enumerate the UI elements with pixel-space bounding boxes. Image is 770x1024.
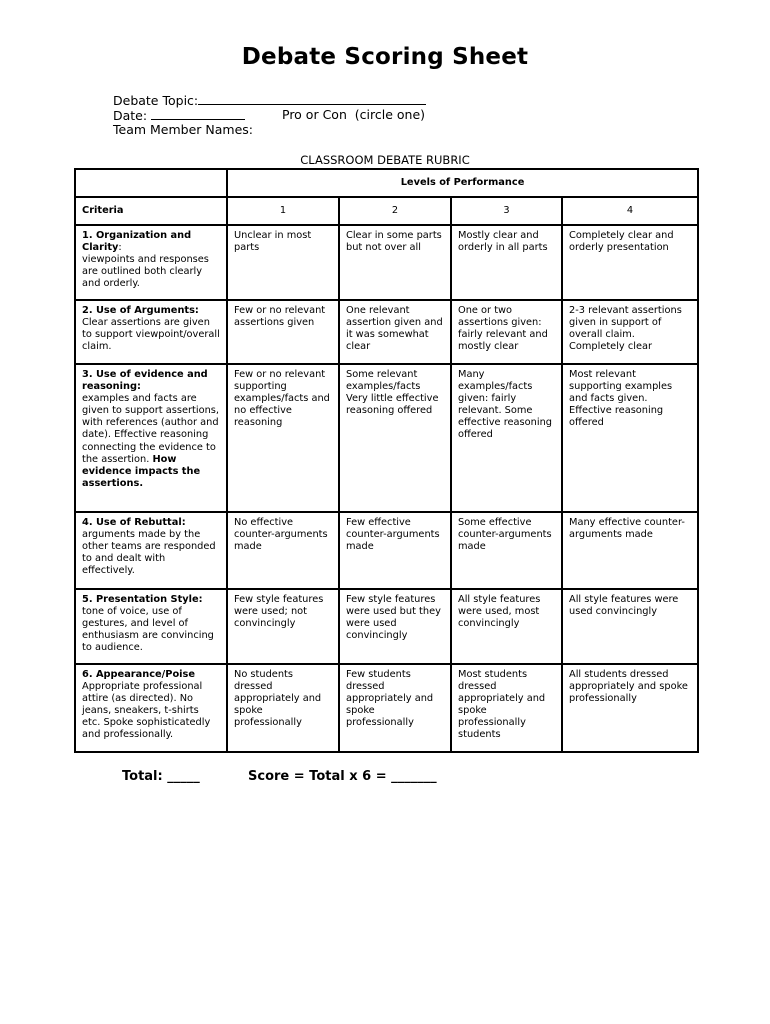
criteria-title: 6. Appearance/Poise — [82, 669, 196, 680]
criteria-desc: Clear assertions are given to support viewpoint/overall claim. — [82, 317, 220, 353]
level-3-cell: All style features were used, most convincingly — [451, 589, 562, 664]
table-row — [75, 364, 698, 512]
criteria-title: 1. Organization and Clarity — [82, 230, 192, 254]
level-4-cell: Most relevant supporting examples and facts given. Effective reasoning offered — [562, 364, 698, 512]
level-1-cell: Few style features were used; not convincingly — [227, 589, 339, 664]
level-1-header: 1 — [227, 197, 339, 225]
pro-con-label: Pro or Con (circle one) — [282, 107, 426, 122]
team-label: Team Member Names: — [113, 122, 254, 137]
criteria-header-row — [75, 197, 698, 225]
date-label: Date: — [113, 108, 148, 123]
level-1-cell: No students dressed appropriately and spoke professionally — [227, 664, 339, 752]
level-2-cell: Clear in some parts but not over all — [339, 225, 451, 300]
levels-header-row — [75, 169, 698, 197]
criteria-header: Criteria — [75, 197, 227, 225]
criteria-cell — [75, 225, 227, 300]
level-4-cell: 2-3 relevant assertions given in support of overall claim. Completely clear — [562, 300, 698, 364]
level-1-cell: Few or no relevant supporting examples/facts and no effective reasoning — [227, 364, 339, 512]
topic-line — [113, 92, 426, 108]
page-title: Debate Scoring Sheet — [241, 44, 529, 70]
criteria-desc: examples and facts are given to support assertions, with references (author and date). Effective reasoning connecting the evidence to the assertion. — [82, 393, 220, 465]
criteria-desc-bold: How evidence impacts the assertions. — [82, 453, 201, 489]
rubric-title: CLASSROOM DEBATE RUBRIC — [300, 153, 470, 167]
level-3-cell: One or two assertions given: fairly relevant and mostly clear — [451, 300, 562, 364]
criteria-title: 5. Presentation Style: — [82, 594, 203, 605]
criteria-desc: viewpoints and responses are outlined both clearly and orderly. — [82, 254, 209, 290]
level-3-cell: Many examples/facts given: fairly relevant. Some effective reasoning offered — [451, 364, 562, 512]
criteria-cell — [75, 664, 227, 752]
criteria-title: 3. Use of evidence and reasoning: — [82, 369, 208, 393]
criteria-cell — [75, 589, 227, 664]
criteria-title: 2. Use of Arguments: — [82, 305, 199, 316]
criteria-title: 4. Use of Rebuttal: — [82, 517, 186, 528]
level-1-cell: Few or no relevant assertions given — [227, 300, 339, 364]
level-4-cell: Completely clear and orderly presentation — [562, 225, 698, 300]
table-row — [75, 589, 698, 664]
total-field: Total: _____ — [122, 769, 200, 784]
level-2-cell: Few effective counter-arguments made — [339, 512, 451, 589]
level-2-header: 2 — [339, 197, 451, 225]
criteria-desc: tone of voice, use of gestures, and level of enthusiasm are convincing to audience. — [82, 606, 214, 654]
rubric-table — [74, 168, 699, 753]
table-row — [75, 225, 698, 300]
level-2-cell: Some relevant examples/facts Very little effective reasoning offered — [339, 364, 451, 512]
level-1-cell: No effective counter-arguments made — [227, 512, 339, 589]
criteria-cell — [75, 364, 227, 512]
level-3-cell: Mostly clear and orderly in all parts — [451, 225, 562, 300]
criteria-desc: arguments made by the other teams are responded to and dealt with effectively. — [82, 529, 216, 577]
level-2-cell: One relevant assertion given and it was somewhat clear — [339, 300, 451, 364]
criteria-colon: : — [118, 242, 122, 254]
empty-header-cell — [75, 169, 227, 197]
table-row — [75, 300, 698, 364]
table-row — [75, 664, 698, 752]
table-row — [75, 512, 698, 589]
criteria-cell — [75, 300, 227, 364]
date-line — [113, 107, 245, 123]
topic-blank[interactable] — [198, 92, 426, 105]
level-4-cell: All students dressed appropriately and spoke professionally — [562, 664, 698, 752]
level-3-cell: Most students dressed appropriately and spoke professionally students — [451, 664, 562, 752]
level-3-cell: Some effective counter-arguments made — [451, 512, 562, 589]
levels-header: Levels of Performance — [227, 169, 698, 197]
level-2-cell: Few style features were used but they were used convincingly — [339, 589, 451, 664]
level-4-cell: Many effective counter-arguments made — [562, 512, 698, 589]
criteria-cell — [75, 512, 227, 589]
level-1-cell: Unclear in most parts — [227, 225, 339, 300]
score-field: Score = Total x 6 = _______ — [248, 769, 437, 784]
criteria-desc: Appropriate professional attire (as directed). No jeans, sneakers, t-shirts etc. Spoke sophisticatedly and professionally. — [82, 681, 211, 741]
level-4-header: 4 — [562, 197, 698, 225]
level-3-header: 3 — [451, 197, 562, 225]
date-blank[interactable] — [151, 107, 245, 120]
level-2-cell: Few students dressed appropriately and spoke professionally — [339, 664, 451, 752]
topic-label: Debate Topic: — [113, 93, 199, 108]
level-4-cell: All style features were used convincingly — [562, 589, 698, 664]
